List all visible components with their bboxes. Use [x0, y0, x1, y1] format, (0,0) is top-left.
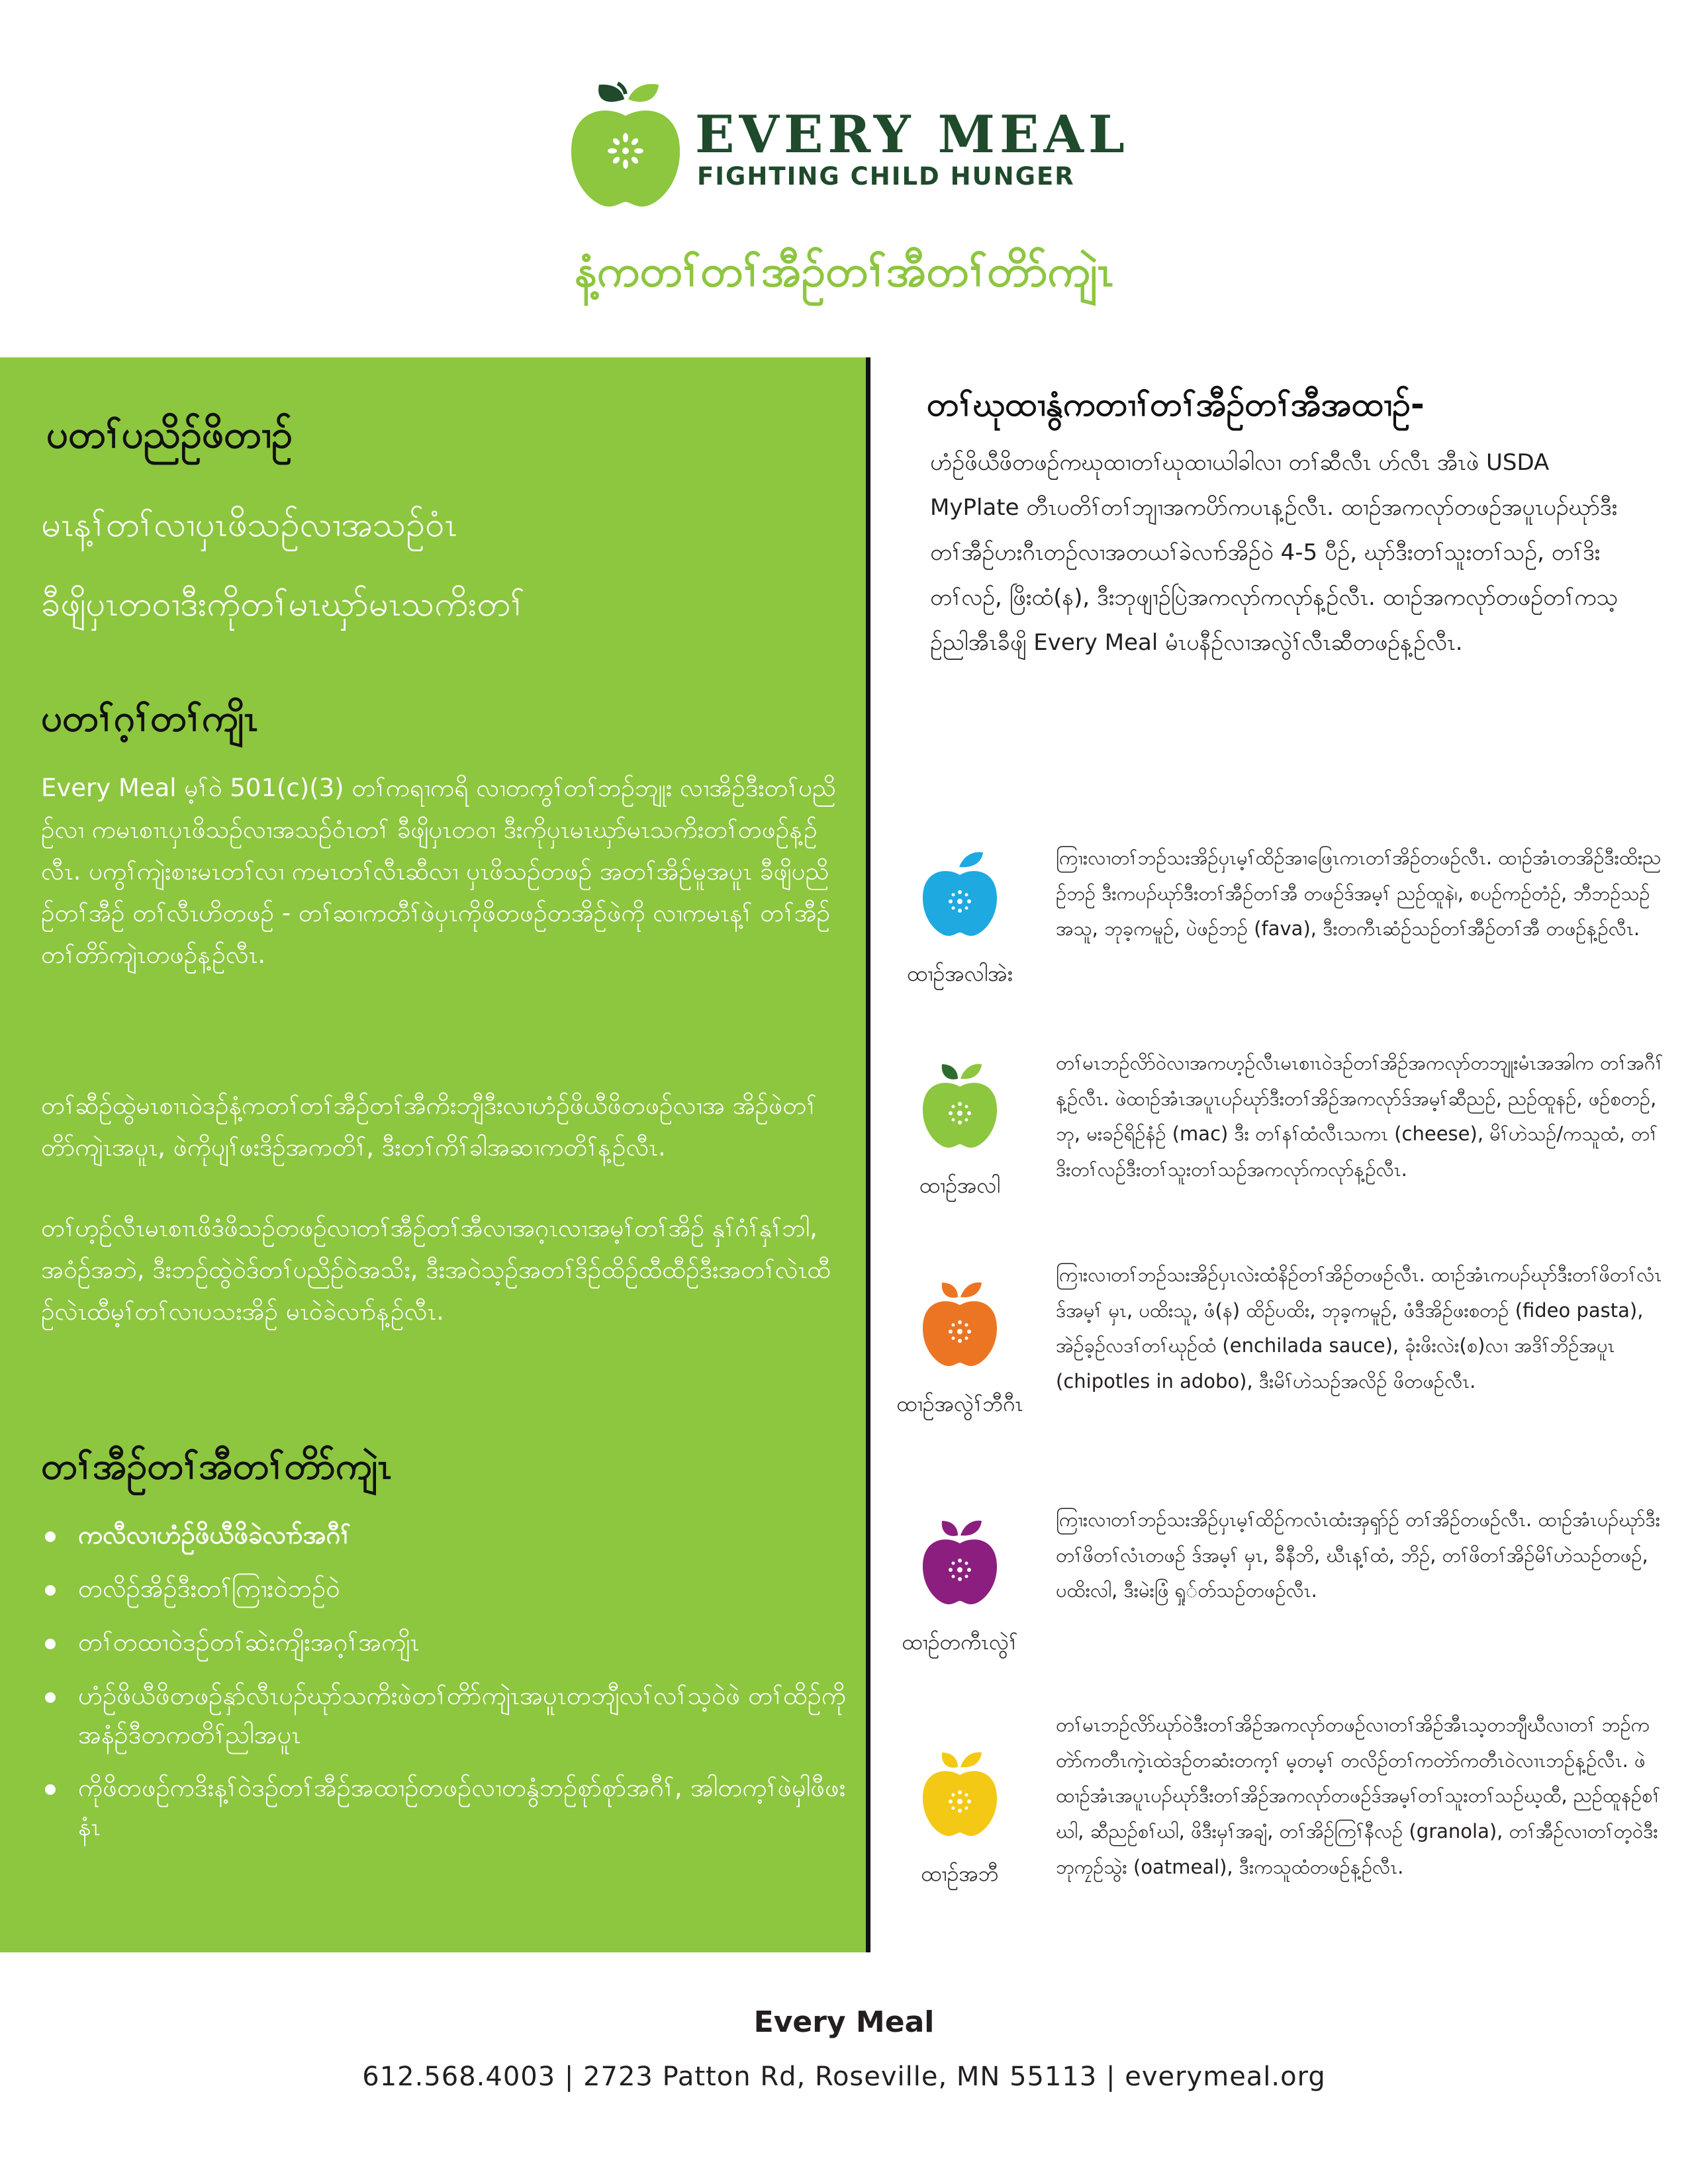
footer-contact: 612.568.4003 | 2723 Patton Rd, Roseville, MN 55113 | everymeal.org	[362, 2062, 1326, 2092]
mission-line-2: ခီဖျိပှၤတဝၢဒီးကိုတၢ်မၤဃှာ်မၤသကိးတၢ်	[41, 584, 525, 624]
category-description: ကြၢးလၢတၢ်ဘဉ်သးအိဉ်ပှၤမ့ၢ်ထိဉ်အၢဖြေၤကၤတၢ်အိဉ်တဖဉ်လီၤ. ထၢဉ်အံၤတအိဉ်ဒီးထိးညဉ်ဘဉ် ဒီးကပၣ်ဃုာ်ဒီးတၢ်အီဉ်တၢ်အီ တဖဉ်ဒ်အမ့ၢ် ညဉ်ထူနဲ၊, စပဉ်ကဉ်တံဉ်, ဘီဘဉ်သဉ်အသူ, ဘုခ့ကမူဉ်, ပဲဖဉ်ဘဉ် (fava), ဒီးတကီၤဆံဉ်သဉ်တၢ်အီဉ်တၢ်အီ တဖဉ်န့ဉ်လီၤ.	[1056, 846, 1662, 940]
bag-options-heading: တၢ်ဃုထၢနွံကတၢၢ်တၢ်အီဉ်တၢ်အီအထၢဉ်-	[927, 385, 1425, 424]
category-label: ထၢဉ်အလါအဲး	[907, 961, 1013, 986]
category-label: ထၢဉ်အလါ	[919, 1173, 1001, 1198]
mission-line-1: မၤန့ၢ်တၢ်လၢပှၤဖိသဉ်လၢအသဉ်ဝံၤ	[41, 505, 457, 545]
category-description: တၢ်မၤဘဉ်လိာ်ဃုာ်ဝဲဒီးတၢ်အိဉ်အကလုာ်တဖဉ်လၢတၢ်အိဉ်အီၤသ့တဘျီဃီလၢတၢ် ဘဉ်ကတဲာ်ကတီၤကဲ့ၤထဲဒဉ်တဆံးတက့ၢ် မ့တမ့ၢ် တလိဉ်တၢ်ကတဲာ်ကတီၤဝဲလၢၤဘဉ်န့ဉ်လီၤ. ဖဲထၢဉ်အံၤအပူၤပၣ်ဃုာ်ဒီးတၢ်အိဉ်အကလုာ်တဖဉ်ဒ်အမ့ၢ်တၢ်သူးတၢ်သဉ်ဃ့ထီ, ညဉ်ထူနဉ်စၢ်ဃါ, ဆီညဉ်စၢ်ဃါ, ဖိဒီးမှၢ်အချံ, တၢ်အိဉ်ကြၢ်နီလဉ် (granola), တၢ်အီဉ်လၢတၢ်တ့ဝဲဒီးဘုကၠဉ်သွဲး (oatmeal), ဒီးကသူထံတဖဉ်န့ဉ်လီၤ.	[1056, 1713, 1661, 1878]
category-label: ထၢဉ်တကီၤလွဲၢ်	[902, 1629, 1018, 1655]
program-bullets	[41, 1516, 849, 1861]
about-paragraph-3: တၢ်ဟ့ဉ်လီၤမၤစၢၤဖိဒံဖိသဉ်တဖဉ်လၢတၢ်အီဉ်တၢ်အီလၢအဂ့ၤလၢအမ့ၢ်တၢ်အိဉ် နှၢ်ဂံၢ်နှၢ်ဘါ, အဝံဉ်အဘဲ, ဒီးဘဉ်ထွဲဝဲဒ်တၢ်ပညိဉ်ဝဲအသိး, ဒီးအဝဲသ့ဉ်အတၢ်ဒိဉ်ထိဉ်ထီထီဉ်ဒီးအတၢ်လဲၤထီဉ်လဲၤထီမ့ၢ်တၢ်လၢပသးအိဉ် မၤဝဲခဲလၢာ်န့ဉ်လီၤ.	[41, 1214, 831, 1326]
yellow-apple-icon	[917, 1747, 1003, 1840]
bullet-item: ကိုဖိတဖဉ်ကဒိးန့ၢ်ဝဲဒဉ်တၢ်အီဉ်အထၢဉ်တဖဉ်လၢတနွံဘဉ်စုာ်စုာ်အဂီၢ်, အါတက့ၢ်ဖဲမှါဖီဖးနံၤ	[41, 1768, 849, 1846]
bullet-item: တလိဉ်အိဉ်ဒီးတၢ်ကြၢးဝဲဘဉ်ဝဲ	[41, 1569, 849, 1608]
apple-logo-icon	[559, 79, 692, 212]
purple-apple-icon	[917, 1516, 1003, 1608]
brand-tagline: FIGHTING CHILD HUNGER	[697, 162, 1075, 191]
logo	[559, 79, 1129, 212]
bag-options-intro: ဟံဉ်ဖိယီဖိတဖဉ်ကဃုထၢတၢ်ဃုထၢယါခါလၢ တၢ်ဆီလီၤ ဟ်လီၤ အီၤဖဲ USDA MyPlate တီၤပတိၢ်တၢ်ဘျၢအကပိာ်ကပၤန့ဉ်လီၤ. ထၢဉ်အကလုာ်တဖဉ်အပူၤပၣ်ဃုာ်ဒီးတၢ်အီဉ်ဟးဂီၤတဉ်လၢအတယၢ်ခဲလၢာ်အိဉ်ဝဲ 4-5 ပီဉ်, ဃုာ်ဒီးတၢ်သူးတၢ်သဉ်, တၢ်ဒိးတၢ်လဉ်, ဖြိးထံ(န), ဒီးဘုဖျၢဉ်ပြဲအကလုာ်ကလုာ်န့ဉ်လီၤ. ထၢဉ်အကလုာ်တဖဉ်တၢ်ကသ့ဉ်ညါအီၤခီဖျိ Every Meal မံၤပနီဉ်လၢအလွဲၢ်လီၤဆီတဖဉ်န့ဉ်လီၤ.	[930, 449, 1618, 656]
category-label: ထၢဉ်အလွဲၢ်ဘီဂီၤ	[896, 1391, 1023, 1416]
category-description: တၢ်မၤဘဉ်လိာ်ဝဲလၢအကဟ့ဉ်လီၤမၤစၢၤဝဲဒဉ်တၢ်အိဉ်အကလုာ်တဘျုးမံၤအအါက တၢ်အဂီၢ်န့ဉ်လီၤ. ဖဲထၢဉ်အံၤအပူၤပၣ်ဃုာ်ဒီးတၢ်အိဉ်အကလုာ်ဒ်အမ့ၢ်ဆီညဉ်, ညဉ်ထူနဉ်, ဖဉ်စတဉ်, ဘု, မးခဉ်ရိဉ်နံဉ် (mac) ဒီး တၢ်နၢ်ထံလီၤသကၤ (cheese), မိၢ်ဟဲသဉ်/ကသူထံ, တၢ်ဒိးတၢ်လဉ်ဒီးတၢ်သူးတၢ်သဉ်အကလုာ်ကလုာ်န့ဉ်လီၤ.	[1056, 1052, 1664, 1181]
mission-heading: ပတၢ်ပညိဉ်ဖိတၢဉ်	[46, 412, 293, 457]
footer-org-name: Every Meal	[753, 2005, 935, 2039]
blue-apple-icon	[917, 847, 1003, 940]
page-title: နံ့ကတၢ်တၢ်အီဉ်တၢ်အီတၢ်တိာ်ကျဲၤ	[574, 246, 1114, 296]
about-paragraph-2: တၢ်ဆီဉ်ထွဲမၤစၢၤဝဲဒဉ်နံ့ကတၢ်တၢ်အီဉ်တၢ်အီကိးဘျီဒီးလၢဟံဉ်ဖိယီဖိတဖဉ်လၢအ အိဉ်ဖဲတၢ်တိာ်ကျဲၤအပူၤ, ဖဲကိုပျၢ်ဖးဒိဉ်အကတိၢ်, ဒီးတၢ်ကိၢ်ခါအဆၢကတိၢ်န့ဉ်လီၤ.	[41, 1091, 817, 1161]
program-heading: တၢ်အီဉ်တၢ်အီတၢ်တိာ်ကျဲၤ	[41, 1445, 392, 1488]
bullet-item: ဟံဉ်ဖိယီဖိတဖဉ်နှာ်လီၤပၣ်ဃုာ်သကိးဖဲတၢ်တိာ်ကျဲၤအပူၤတဘျီလၢ်လၢ်သ့ဝဲဖဲ တၢ်ထိဉ်ကိုအနံဉ်ဒီတကတိၢ်ညါအပူၤ	[41, 1676, 849, 1754]
orange-apple-icon	[917, 1277, 1003, 1370]
brand-name: EVERY MEAL	[695, 105, 1129, 165]
about-paragraph-1: Every Meal မ့ၢ်ဝဲ 501(c)(3) တၢ်ကရၢကရိ လၢတကွၢ်တၢ်ဘဉ်ဘျုး လၢအိဉ်ဒီးတၢ်ပညိဉ်လၢ ကမၤစၢၤပှၤဖိသဉ်လၢအသဉ်ဝံၤတၢ် ခီဖျိပှၤတဝၢ ဒီးကိုပှၤမၤဃှာ်မၤသကိးတၢ်တဖဉ်န့ဉ်လီၤ. ပကွၢ်ကျဲးစၢးမၤတၢ်လၢ ကမၤတၢ်လီၤဆီလၢ ပှၤဖိသဉ်တဖဉ် အတၢ်အိဉ်မူအပူၤ ခီဖျိပညိဉ်တၢ်အီဉ် တၢ်လီၤဟိတဖဉ် - တၢ်ဆၢကတီၢ်ဖဲပှၤကိုဖိတဖဉ်တအိဉ်ဖဲကို လၢကမၤန့ၢ် တၢ်အီဉ်တၢ်တိာ်ကျဲၤတဖဉ်န့ဉ်လီၤ.	[41, 774, 836, 969]
about-heading: ပတၢ်ဂ့ၢ်တၢ်ကျိၤ	[41, 697, 258, 740]
category-label: ထၢဉ်အဘီ	[921, 1861, 999, 1886]
bullet-item: ကလီလၢဟံဉ်ဖိယီဖိခဲလၢာ်အဂီၢ်	[41, 1516, 849, 1555]
column-divider	[866, 357, 870, 1952]
green-apple-icon	[917, 1059, 1003, 1152]
category-description: ကြၢးလၢတၢ်ဘဉ်သးအိဉ်ပှၤလဲးထံနိဉ်တၢ်အိဉ်တဖဉ်လီၤ. ထၢဉ်အံၤကပၣ်ဃုာ်ဒီးတၢ်ဖိတၢ်လံၤဒ်အမ့ၢ် မှၤ, ပထိးသူ, ဖံ(န) ထိဉ်ပထိး, ဘုခ့ကမူဉ်, ဖံဒီအိဉ်ဖးစတဉ် (fideo pasta), အဲဉ်ခ့ဉ်လဒၢ်တၢ်ဃုဉ်ထံ (enchilada sauce), ခုံးဖိးလဲး(စ)လၢ အဒိၢ်ဘိဉ်အပူၤ (chipotles in adobo), ဒီးမိၢ်ဟဲသဉ်အလိဉ် ဖိတဖဉ်လီၤ.	[1056, 1263, 1662, 1392]
category-description: ကြၢးလၢတၢ်ဘဉ်သးအိဉ်ပှၤမ့ၢ်ထိဉ်ကလံၤထံးအှၡာ်ဉ် တၢ်အိဉ်တဖဉ်လီၤ. ထၢဉ်အံၤပၣ်ဃုာ်ဒီးတၢ်ဖိတၢ်လံၤတဖဉ် ဒ်အမ့ၢ် မှၤ, ခီနီဘိ, ဃီၤန့ၢ်ထံ, ဘိဉ်, တၢ်ဖိတၢ်အိဉ်မိၢ်ဟဲသဉ်တဖဉ်, ပထိးလါ, ဒီးမဲးဖြံ ရှု်တ်သဉ်တဖဉ်လီၤ.	[1056, 1508, 1661, 1602]
bullet-item: တၢ်တထၢဝဲဒဉ်တၢ်ဆဲးကျိးအဂ့ၢ်အကျိၤ	[41, 1623, 849, 1662]
